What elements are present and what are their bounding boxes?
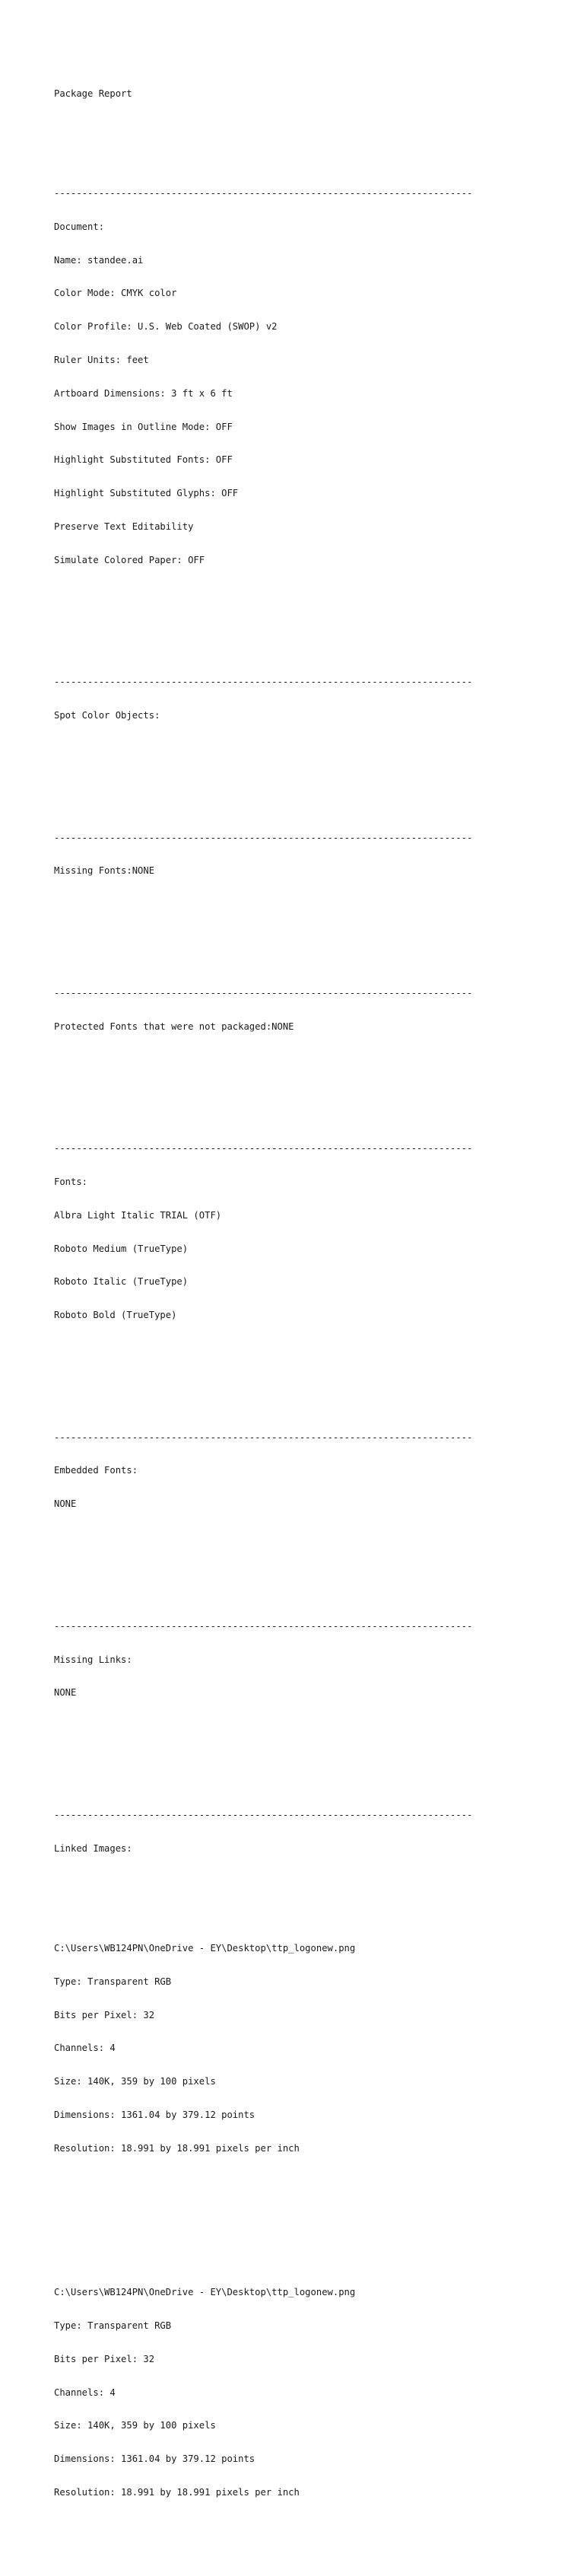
blank-line [54, 1532, 510, 1543]
font-item: Roboto Bold (TrueType) [54, 1310, 177, 1321]
image-channels: Channels: 4 [54, 2387, 116, 2398]
divider: --------------------------------------------------------------------------- [54, 677, 473, 688]
blank-line [54, 588, 510, 600]
fonts-section [54, 1121, 510, 1377]
image-size: Size: 140K, 359 by 100 pixels [54, 2076, 216, 2087]
image-resolution: Resolution: 18.991 by 18.991 pixels per inch [54, 2142, 300, 2154]
document-heading: Document: [54, 221, 105, 232]
font-item: Roboto Italic (TrueType) [54, 1276, 189, 1288]
image-bits: Bits per Pixel: 32 [54, 2353, 155, 2364]
blank-lines [54, 2209, 510, 2231]
divider: --------------------------------------------------------------------------- [54, 188, 473, 199]
document-section [54, 166, 510, 621]
embedded-fonts-value: NONE [54, 1498, 77, 1510]
document-color-profile: Color Profile: U.S. Web Coated (SWOP) v2 [54, 321, 278, 333]
linked-images-heading: Linked Images: [54, 1842, 132, 1854]
divider: --------------------------------------------------------------------------- [54, 1431, 473, 1443]
package-report [54, 55, 510, 2576]
blank-line [54, 1054, 510, 1065]
blank-line [54, 1721, 510, 1732]
linked-image-entry [54, 2265, 510, 2520]
embedded-fonts-heading: Embedded Fonts: [54, 1465, 138, 1476]
missing-links-heading: Missing Links: [54, 1654, 132, 1665]
spot-color-section [54, 654, 510, 777]
document-simulate-paper: Simulate Colored Paper: OFF [54, 554, 205, 565]
missing-links-value: NONE [54, 1687, 77, 1699]
divider: --------------------------------------------------------------------------- [54, 1143, 473, 1154]
missing-fonts-section [54, 810, 510, 932]
report-title: Package Report [54, 88, 132, 99]
divider: --------------------------------------------------------------------------- [54, 1620, 473, 1632]
document-show-images-outline: Show Images in Outline Mode: OFF [54, 421, 233, 432]
image-resolution: Resolution: 18.991 by 18.991 pixels per inch [54, 2487, 300, 2498]
document-highlight-glyphs: Highlight Substituted Glyphs: OFF [54, 488, 239, 499]
image-size: Size: 140K, 359 by 100 pixels [54, 2420, 216, 2431]
document-color-mode: Color Mode: CMYK color [54, 288, 177, 299]
linked-image-entry [54, 1921, 510, 2176]
fonts-heading: Fonts: [54, 1176, 88, 1187]
image-type: Type: Transparent RGB [54, 2320, 172, 2332]
protected-fonts-heading: Protected Fonts that were not packaged:NONE [54, 1021, 294, 1032]
blank-line [54, 744, 510, 755]
protected-fonts-section [54, 966, 510, 1088]
blank-line [54, 1343, 510, 1355]
blank-line [54, 1876, 510, 1887]
linked-images-section [54, 1788, 510, 2543]
blank-line [54, 122, 510, 133]
document-artboard-dimensions: Artboard Dimensions: 3 ft x 6 ft [54, 387, 233, 399]
divider: --------------------------------------------------------------------------- [54, 1809, 473, 1820]
divider: --------------------------------------------------------------------------- [54, 987, 473, 998]
image-path: C:\Users\WB124PN\OneDrive - EY\Desktop\ttp_logonew.png [54, 2287, 356, 2298]
spot-color-heading: Spot Color Objects: [54, 710, 160, 721]
image-dimensions: Dimensions: 1361.04 by 379.12 points [54, 2109, 256, 2120]
missing-fonts-heading: Missing Fonts:NONE [54, 865, 155, 877]
document-preserve-text: Preserve Text Editability [54, 521, 194, 532]
image-path: C:\Users\WB124PN\OneDrive - EY\Desktop\ttp_logonew.png [54, 1942, 356, 1953]
image-dimensions: Dimensions: 1361.04 by 379.12 points [54, 2453, 256, 2465]
blank-line [54, 899, 510, 910]
font-item: Roboto Medium (TrueType) [54, 1243, 189, 1254]
document-name: Name: standee.ai [54, 254, 144, 266]
divider: --------------------------------------------------------------------------- [54, 832, 473, 843]
font-item: Albra Light Italic TRIAL (OTF) [54, 1209, 222, 1221]
image-bits: Bits per Pixel: 32 [54, 2009, 155, 2020]
image-channels: Channels: 4 [54, 2043, 116, 2054]
document-highlight-fonts: Highlight Substituted Fonts: OFF [54, 454, 233, 466]
embedded-fonts-section [54, 1409, 510, 1565]
image-type: Type: Transparent RGB [54, 1976, 172, 1987]
missing-links-section [54, 1599, 510, 1754]
document-ruler-units: Ruler Units: feet [54, 355, 149, 366]
